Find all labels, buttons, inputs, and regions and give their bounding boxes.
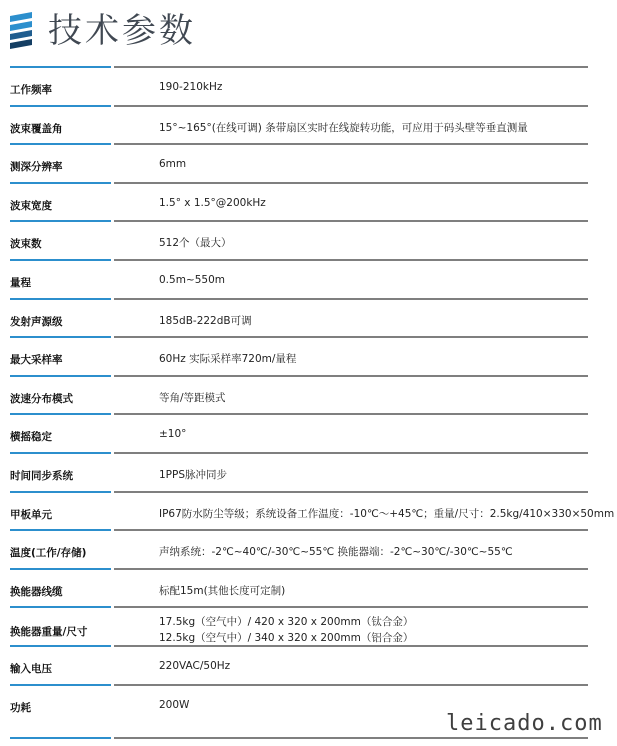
- row-rule-accent: [10, 66, 111, 68]
- row-rule: [114, 105, 588, 107]
- row-rule-accent: [10, 684, 111, 686]
- spec-row: [10, 413, 588, 452]
- blue-stripes-logo-icon: [10, 12, 34, 50]
- row-rule: [114, 606, 588, 608]
- spec-row: [10, 491, 615, 530]
- spec-value-line: 1.5° x 1.5°@200kHz: [159, 196, 266, 209]
- spec-value-line: 60Hz 实际采样率720m/量程: [159, 353, 297, 366]
- spec-value-line: 0.5m~550m: [159, 273, 225, 286]
- spec-value-line: 220VAC/50Hz: [159, 659, 231, 672]
- row-rule: [114, 375, 588, 377]
- watermark: leicado.com: [446, 711, 603, 736]
- spec-label: 波束宽度: [10, 199, 52, 212]
- spec-table: [10, 66, 615, 722]
- spec-value: [159, 351, 296, 366]
- row-rule: [114, 452, 588, 454]
- spec-label: 换能器线缆: [10, 585, 63, 598]
- row-rule: [114, 529, 588, 531]
- spec-row: [10, 143, 588, 182]
- spec-value-line: 15°~165°(在线可调) 条带扇区实时在线旋转功能，可应用于码头壁等垂直测量: [159, 121, 528, 134]
- row-rule-accent: [10, 259, 111, 261]
- spec-value-line: 标配15m(其他长度可定制): [159, 584, 286, 597]
- spec-value: [159, 506, 614, 521]
- spec-value-line: 声纳系统：-2℃~40℃/-30℃~55℃ 换能器端：-2℃~30℃/-30℃~55℃: [159, 546, 513, 559]
- spec-label: 波束覆盖角: [10, 122, 63, 135]
- row-rule: [114, 298, 588, 300]
- spec-row: [10, 568, 588, 607]
- row-rule-accent: [10, 220, 111, 222]
- spec-value-line: 200W: [159, 698, 190, 711]
- spec-value: [159, 428, 186, 440]
- spec-row: [10, 336, 588, 375]
- spec-row: [10, 375, 588, 414]
- spec-label: 发射声源级: [10, 315, 63, 328]
- table-bottom-rule: [114, 737, 588, 739]
- spec-value: [159, 544, 513, 559]
- spec-label: 工作频率: [10, 84, 52, 96]
- spec-label: 横摇稳定: [10, 431, 52, 444]
- row-rule-accent: [10, 375, 111, 377]
- row-rule-accent: [10, 298, 111, 300]
- row-rule: [114, 645, 588, 647]
- row-rule: [114, 259, 588, 261]
- spec-value: [159, 583, 285, 598]
- spec-row: [10, 105, 588, 144]
- spec-row: [10, 298, 588, 337]
- row-rule: [114, 568, 588, 570]
- spec-value: [159, 699, 189, 711]
- spec-value-line: 190-210kHz: [159, 81, 223, 93]
- spec-value-line: 17.5kg（空气中）/ 420 x 320 x 200mm（钛合金）: [159, 616, 414, 629]
- spec-value: [159, 197, 266, 209]
- spec-label: 甲板单元: [10, 508, 52, 521]
- spec-label: 量程: [10, 276, 31, 289]
- row-rule: [114, 413, 588, 415]
- spec-value: [159, 614, 413, 646]
- spec-row: [10, 645, 588, 684]
- spec-row: [10, 182, 588, 221]
- spec-row: [10, 452, 588, 491]
- spec-value: [159, 274, 225, 286]
- spec-value-line: 185dB-222dB可调: [159, 314, 252, 327]
- spec-value-line: IP67防水防尘等级；系统设备工作温度：-10℃～+45℃；重量/尺寸：2.5kg/410×330×50mm: [159, 507, 615, 520]
- spec-value-line: 12.5kg（空气中）/ 340 x 320 x 200mm（铝合金）: [159, 632, 414, 645]
- page-title: 技术参数: [48, 11, 196, 51]
- spec-value: [159, 660, 230, 672]
- spec-value-line: 512个（最大）: [159, 237, 232, 250]
- spec-label: 最大采样率: [10, 354, 63, 367]
- spec-value-line: 6mm: [159, 158, 187, 171]
- spec-label: 波束数: [10, 238, 42, 251]
- row-rule-accent: [10, 336, 111, 338]
- spec-value-line: ±10°: [159, 428, 187, 441]
- spec-label: 输入电压: [10, 662, 52, 675]
- spec-value: [159, 81, 222, 93]
- spec-row: [10, 220, 588, 259]
- row-rule-accent: [10, 529, 111, 531]
- row-rule-accent: [10, 491, 111, 493]
- table-bottom-rule-accent: [10, 737, 111, 739]
- spec-value: [159, 467, 227, 482]
- spec-value: [159, 158, 186, 170]
- row-rule: [114, 220, 588, 222]
- row-rule-accent: [10, 182, 111, 184]
- spec-label: 波速分布模式: [10, 392, 73, 405]
- spec-label: 温度(工作/存储): [10, 547, 87, 560]
- row-rule: [114, 182, 588, 184]
- spec-label: 时间同步系统: [10, 469, 73, 482]
- row-rule-accent: [10, 645, 111, 647]
- spec-row: [10, 66, 588, 105]
- row-rule: [114, 336, 588, 338]
- page-header: [8, 8, 608, 54]
- spec-value-line: 1PPS脉冲同步: [159, 468, 228, 481]
- spec-row: [10, 259, 588, 298]
- row-rule-accent: [10, 452, 111, 454]
- spec-row: [10, 529, 588, 568]
- row-rule: [114, 143, 588, 145]
- spec-value: [159, 390, 226, 405]
- spec-value: [159, 120, 528, 135]
- spec-label: 功耗: [10, 701, 31, 714]
- spec-value-line: 等角/等距模式: [159, 391, 226, 404]
- row-rule-accent: [10, 413, 111, 415]
- spec-label: 换能器重量/尺寸: [10, 626, 88, 639]
- row-rule-accent: [10, 105, 111, 107]
- row-rule: [114, 491, 588, 493]
- row-rule-accent: [10, 568, 111, 570]
- spec-value: [159, 235, 232, 250]
- row-rule-accent: [10, 143, 111, 145]
- row-rule: [114, 66, 588, 68]
- row-rule-accent: [10, 606, 111, 608]
- spec-value: [159, 313, 252, 328]
- spec-row: [10, 606, 588, 645]
- spec-label: 测深分辨率: [10, 161, 63, 174]
- row-rule: [114, 684, 588, 686]
